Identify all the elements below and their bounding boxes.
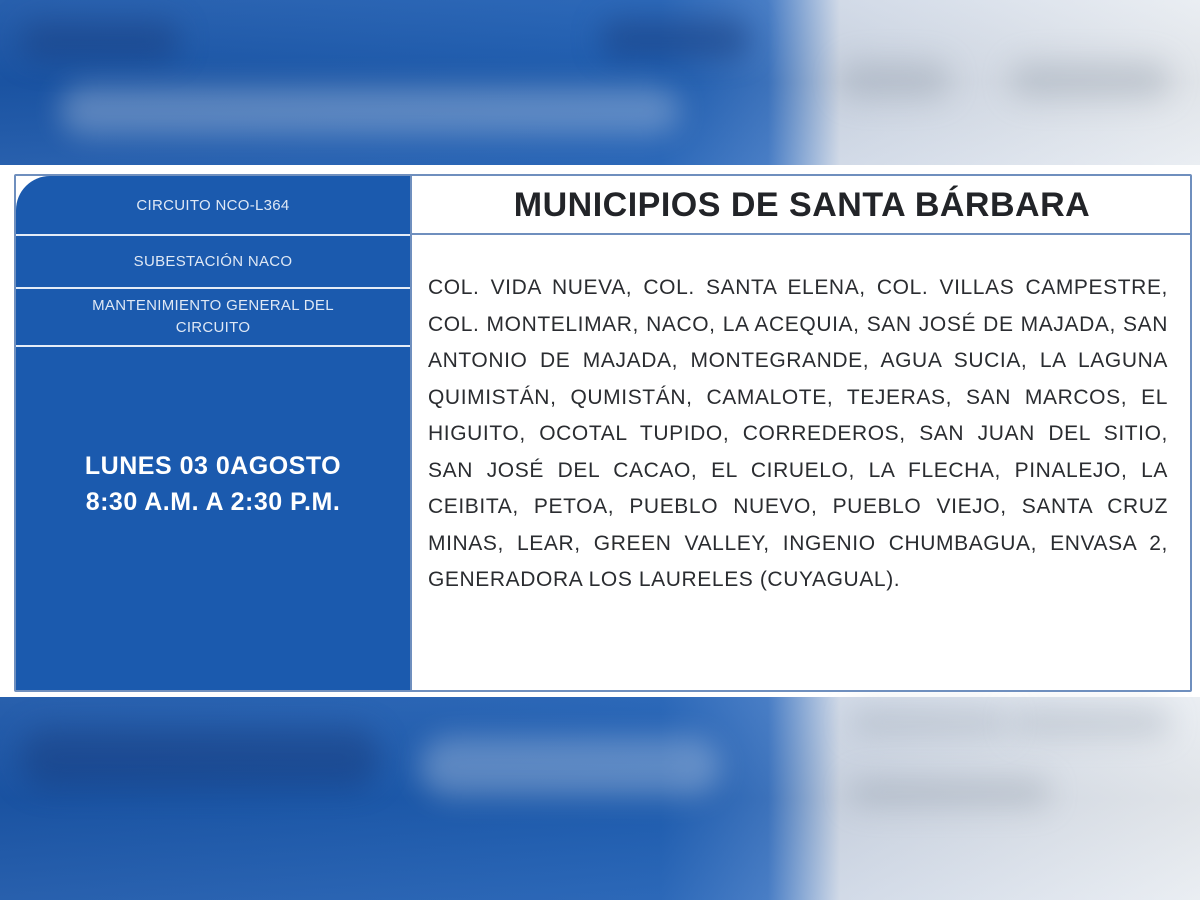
blurred-shape <box>1010 707 1170 737</box>
circuit-label: CIRCUITO NCO-L364 <box>136 196 290 214</box>
blurred-background-bottom <box>0 697 1200 900</box>
blurred-shape <box>1010 60 1170 100</box>
schedule-date: LUNES 03 0AGOSTO <box>84 452 342 480</box>
title-divider <box>412 233 1190 235</box>
blurred-shape <box>600 18 750 58</box>
blurred-shape <box>20 20 180 60</box>
maintenance-type-label: MANTENIMIENTO GENERAL DEL CIRCUITO <box>92 297 334 336</box>
schedule <box>16 448 410 520</box>
vertical-divider <box>410 176 412 690</box>
blurred-shape <box>420 737 720 797</box>
municipalities-title: MUNICIPIOS DE SANTA BÁRBARA <box>513 185 1091 224</box>
circuit-info-panel <box>16 176 410 690</box>
blurred-shape <box>20 727 380 787</box>
affected-locations-list: COL. VIDA NUEVA, COL. SANTA ELENA, COL. VILLAS CAMPESTRE, COL. MONTELIMAR, NACO, LA ACEQUIA, SAN JOSÉ DE MAJADA, SAN ANTONIO DE MAJADA, MONTEGRANDE, AGUA SUCIA, LA LAGUNA QUIMISTÁN, QUMISTÁN, CAMALOTE, TEJERAS, SAN MARCOS, EL HIGUITO, OCOTAL TUPIDO, CORREDEROS, SAN JUAN DEL SITIO, SAN JOSÉ DEL CACAO, EL CIRUELO, LA FLECHA, PINALEJO, LA CEIBITA, PETOA, PUEBLO NUEVO, PUEBLO VIEJO, SANTA CRUZ MINAS, LEAR, GREEN VALLEY, INGENIO CHUMBAGUA, ENVASA 2, GENERADORA LOS LAURELES (CUYAGUAL). <box>428 276 1168 591</box>
divider <box>16 345 410 347</box>
substation-label: SUBESTACIÓN NACO <box>133 253 293 270</box>
blurred-shape <box>60 85 680 135</box>
blurred-shape <box>850 777 1050 807</box>
maintenance-notice-card <box>14 174 1192 692</box>
blurred-background-top <box>0 0 1200 165</box>
blurred-shape <box>850 707 1010 737</box>
schedule-time: 8:30 A.M. A 2:30 P.M. <box>85 488 341 516</box>
blurred-shape <box>840 60 950 100</box>
